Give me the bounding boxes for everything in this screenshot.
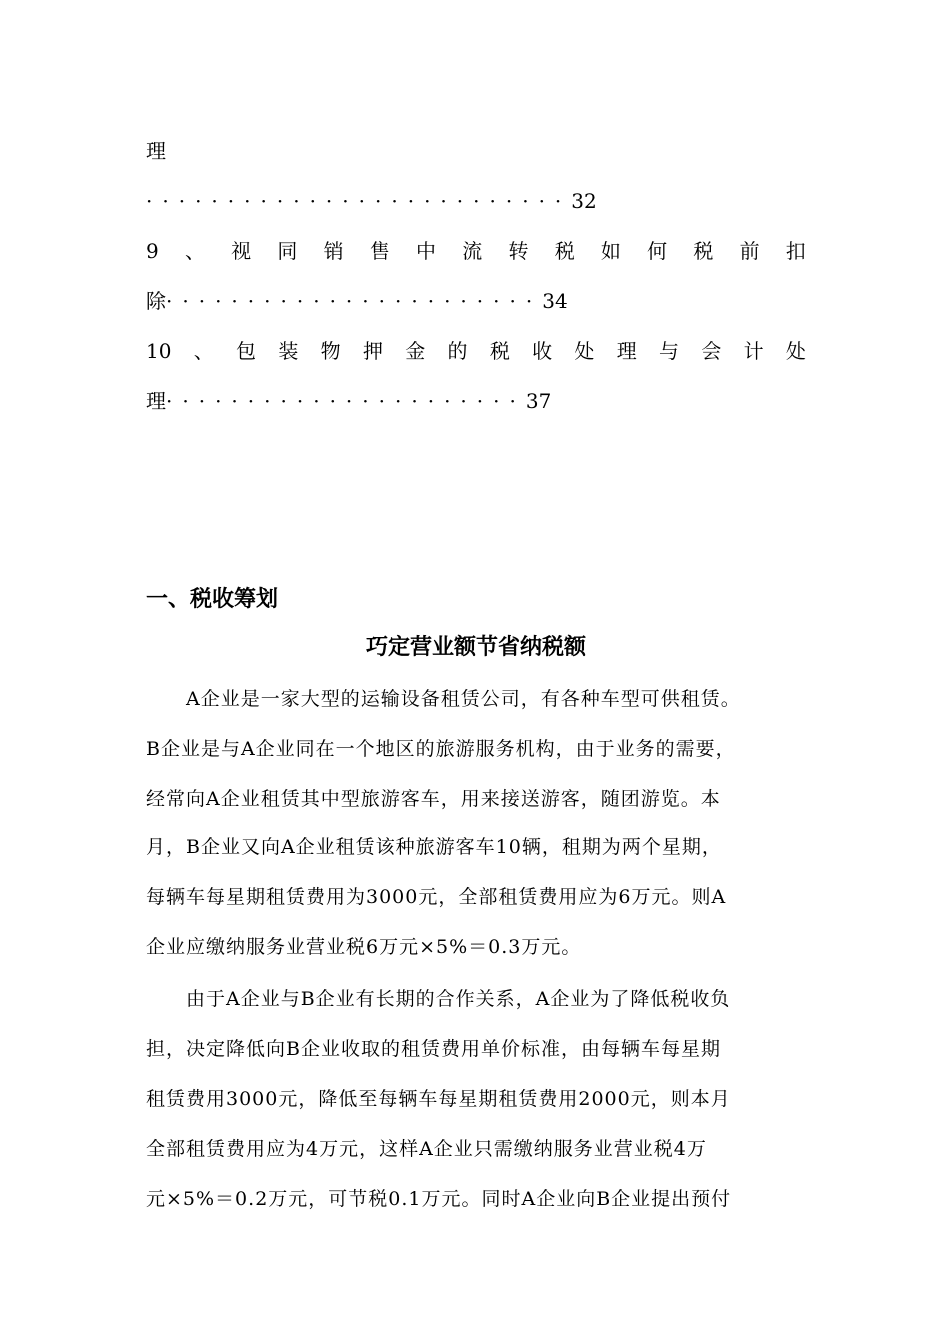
toc-title-char: 税	[489, 339, 510, 363]
toc-title-char: 前	[739, 239, 760, 263]
toc-entry-10	[146, 336, 806, 366]
toc-entry-9-title	[146, 236, 806, 266]
paragraph-2-line: 元×5%＝0.2万元，可节税0.1万元。同时A企业向B企业提出预付	[146, 1188, 732, 1210]
toc-title-char: 流	[462, 239, 483, 263]
toc-entry-10-leader	[146, 386, 806, 416]
paragraph-1-line: A企业是一家大型的运输设备租赁公司，有各种车型可供租赁。	[186, 688, 741, 710]
paragraph-2-line: 担，决定降低向B企业收取的租赁费用单价标准，由每辆车每星期	[146, 1038, 721, 1060]
paragraph-1-line: 企业应缴纳服务业营业税6万元×5%＝0.3万元。	[146, 936, 582, 958]
toc-entry-9	[146, 236, 806, 266]
paragraph-2-line: 全部租赁费用应为4万元，这样A企业只需缴纳服务业营业税4万	[146, 1138, 707, 1160]
toc-title-char: 、	[184, 239, 205, 263]
toc-title-char: 扣	[785, 239, 806, 263]
toc-title-char: 售	[369, 239, 390, 263]
toc-title-char: 如	[600, 239, 621, 263]
paragraph-2-line: 租赁费用3000元，降低至每辆车每星期租赁费用2000元，则本月	[146, 1088, 731, 1110]
toc-title-char: 包	[236, 339, 257, 363]
toc-title-char: 同	[277, 239, 298, 263]
toc-title-char: 转	[508, 239, 529, 263]
toc-title-char: 金	[405, 339, 426, 363]
toc-leader-dots: ······················	[166, 389, 526, 413]
toc-page-number: 37	[525, 389, 552, 413]
paragraph-2-line: 由于A企业与B企业有长期的合作关系，A企业为了降低税收负	[186, 988, 731, 1010]
toc-title-char: 视	[231, 239, 252, 263]
toc-title-char: 物	[320, 339, 341, 363]
section-heading: 一、税收筹划	[146, 587, 279, 612]
toc-title-char: 理	[616, 339, 637, 363]
paragraph-1-line: 经常向A企业租赁其中型旅游客车，用来接送游客，随团游览。本	[146, 788, 721, 810]
toc-title-char: 何	[647, 239, 668, 263]
article-title: 巧定营业额节省纳税额	[365, 635, 586, 660]
toc-entry-10-title	[146, 336, 806, 366]
toc-title-char: 9	[146, 239, 159, 263]
toc-entry-9-leader	[146, 286, 806, 316]
toc-title-char: 税	[554, 239, 575, 263]
toc-entry-8-tail	[146, 136, 806, 166]
toc-entry-9-text: 除	[146, 289, 166, 313]
toc-title-char: 销	[323, 239, 344, 263]
toc-leader-dots: ·······················	[166, 289, 543, 313]
paragraph-1-line: 月，B企业又向A企业租赁该种旅游客车10辆，租期为两个星期，	[146, 836, 722, 858]
toc-page-number: 32	[571, 189, 597, 213]
toc-title-char: 10	[146, 339, 172, 363]
toc-leader-dots: ··························	[146, 189, 572, 213]
toc-entry-8-leader	[146, 186, 806, 216]
toc-title-char: 税	[693, 239, 714, 263]
toc-title-char: 、	[193, 339, 214, 363]
toc-title-char: 的	[447, 339, 468, 363]
toc-title-char: 处	[574, 339, 595, 363]
toc-title-char: 收	[532, 339, 553, 363]
paragraph-1-line: 每辆车每星期租赁费用为3000元，全部租赁费用应为6万元。则A	[146, 886, 727, 908]
toc-title-char: 处	[785, 339, 806, 363]
toc-title-char: 中	[416, 239, 437, 263]
toc-title-char: 计	[743, 339, 764, 363]
toc-title-char: 押	[362, 339, 383, 363]
toc-entry-8-text: 理	[146, 139, 166, 163]
paragraph-1-line: B企业是与A企业同在一个地区的旅游服务机构，由于业务的需要，	[146, 738, 736, 760]
toc-entry-10-text: 理	[146, 389, 166, 413]
toc-title-char: 会	[701, 339, 722, 363]
toc-title-char: 与	[659, 339, 680, 363]
toc-title-char: 装	[278, 339, 299, 363]
toc-page-number: 34	[542, 289, 568, 313]
